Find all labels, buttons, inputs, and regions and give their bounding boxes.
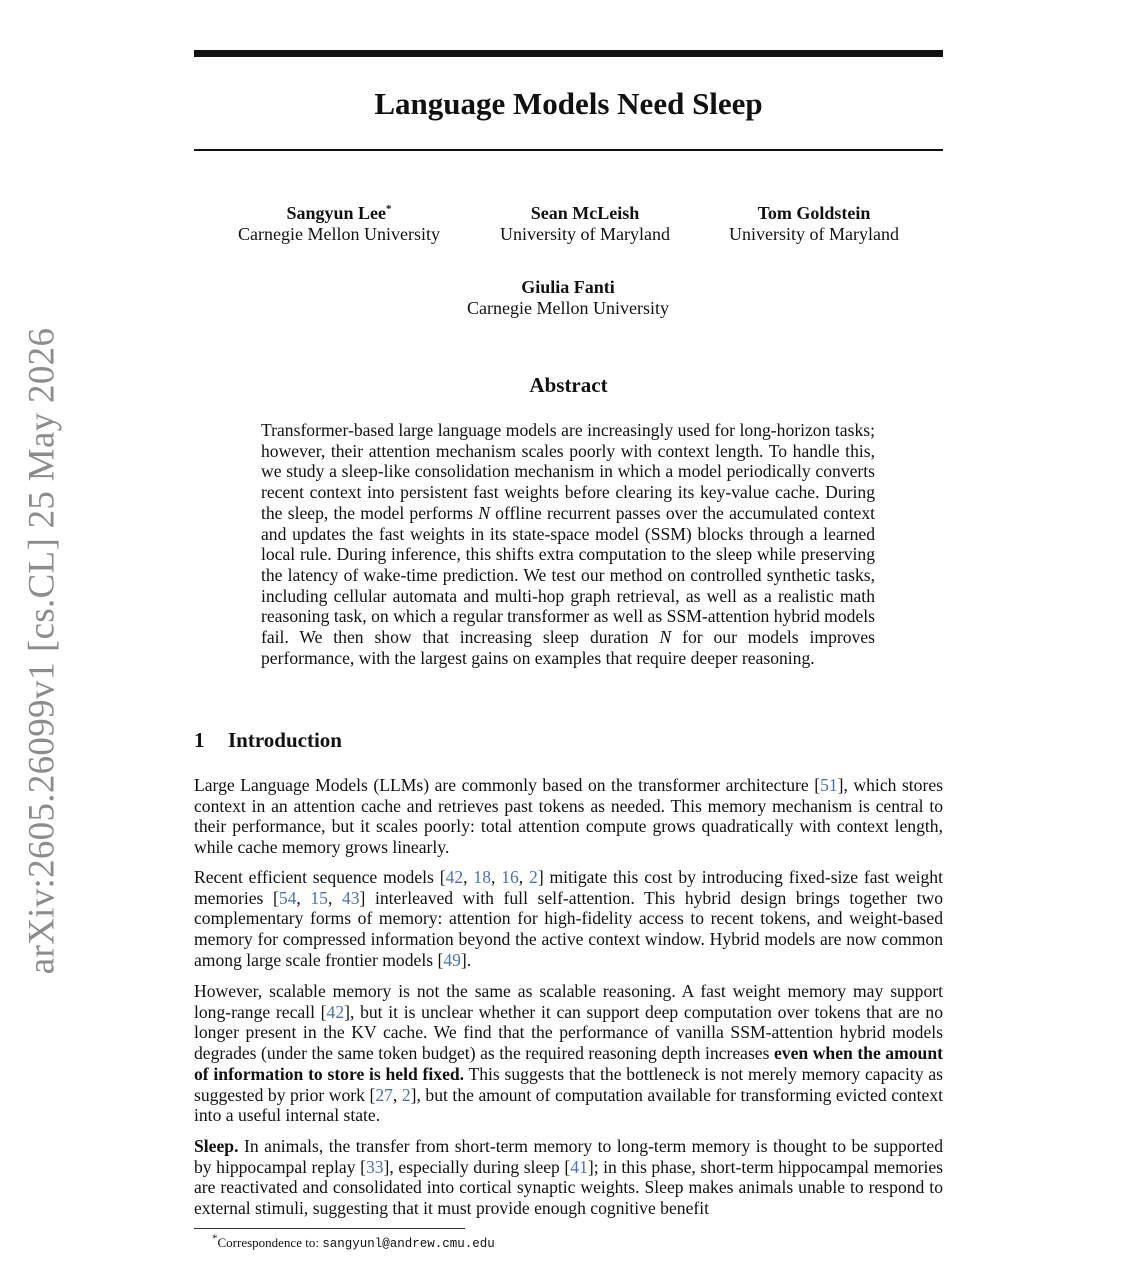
abstract-heading: Abstract	[529, 373, 608, 397]
title-top-rule	[194, 50, 943, 57]
citation-link[interactable]: 33	[365, 1156, 384, 1177]
body-paragraph: Recent efficient sequence models [42, 18, 16, 2] mitigate this cost by introducing fixed-size fast weight memories [54, 15, 43] interleaved with full self-attention. This hybrid design brings together two complementary forms of memory: attention for high-fidelity access to recent tokens, and weight-based memory for compressed information beyond the active context window. Hybrid models are now common among large scale frontier models [49].	[194, 867, 943, 970]
citation-link[interactable]: 16	[501, 867, 519, 887]
section-number: 1	[194, 728, 205, 752]
citation-link[interactable]: 42	[326, 1001, 345, 1022]
author-block	[479, 203, 691, 245]
citation-link[interactable]: 2	[401, 1084, 411, 1105]
author-affiliation: University of Maryland	[500, 224, 670, 244]
abstract-text: Transformer-based large language models are increasingly used for long-horizon tasks; however, their attention mechanism scales poorly with context length. To handle this, we study a sleep-like consolidation mechanism in which a model periodically converts recent context into persistent fast weights before clearing its key-value cache. During the sleep, the model performs N offline recurrent passes over the accumulated context and updates the fast weights in its state-space model (SSM) blocks through a learned local rule. During inference, this shifts extra computation to the sleep while preserving the latency of wake-time prediction. We test our method on controlled synthetic tasks, including cellular automata and multi-hop graph retrieval, as well as a realistic math reasoning task, on which a regular transformer as well as SSM-attention hybrid models fail. We then show that increasing sleep duration N for our models improves performance, with the largest gains on examples that require deeper reasoning.	[261, 420, 876, 668]
body-paragraph: Sleep. In animals, the transfer from short-term memory to long-term memory is thought to be supported by hippocampal replay [33], especially during sleep [41]; in this phase, short-term hippocampal memories are reactivated and consolidated into cortical synaptic weights. Sleep makes animals unable to respond to external stimuli, suggesting that it must provide enough cognitive benefit	[194, 1136, 943, 1219]
citation-link[interactable]: 43	[341, 887, 360, 908]
arxiv-identifier-text: arXiv:2605.26099v1 [cs.CL] 25 May 2026	[21, 327, 63, 975]
paragraph-lead: Sleep.	[194, 1136, 239, 1156]
body-paragraph: Large Language Models (LLMs) are commonly based on the transformer architecture [51], which stores context in an attention cache and retrieves past tokens as needed. This memory mechanism is central to their performance, but it scales poorly: total attention compute grows quadratically with context length, while cache memory grows linearly.	[194, 775, 943, 858]
variable-n: N	[659, 627, 672, 648]
citation-link[interactable]: 51	[820, 775, 838, 795]
citation-link[interactable]: 15	[310, 887, 328, 908]
title-bottom-rule	[194, 149, 943, 151]
citation-link[interactable]: 18	[473, 867, 491, 887]
author-block	[714, 203, 914, 245]
emphasis-text: even when the amount of information to store is held fixed.	[194, 1043, 943, 1084]
author-affiliation: Carnegie Mellon University	[238, 224, 440, 244]
author-affiliation: Carnegie Mellon University	[467, 298, 669, 318]
citation-link[interactable]: 42	[445, 867, 464, 887]
citation-link[interactable]: 2	[529, 867, 538, 887]
arxiv-identifier	[14, 318, 70, 984]
citation-link[interactable]: 27	[375, 1084, 393, 1105]
body-paragraph: However, scalable memory is not the same as scalable reasoning. A fast weight memory may support long-range recall [42], but it is unclear whether it can support deep computation over tokens that are no longer present in the KV cache. We find that the performance of vanilla SSM-attention hybrid models degrades (under the same token budget) as the required reasoning depth increases even when the amount of information to store is held fixed. This suggests that the bottleneck is not merely memory capacity as suggested by prior work [27, 2], but the amount of computation available for transforming evicted context into a useful internal state.	[194, 981, 944, 1126]
author-block	[443, 277, 693, 319]
author-name: Giulia Fanti	[521, 277, 615, 297]
author-affiliation: University of Maryland	[729, 224, 899, 244]
author-block	[224, 203, 454, 245]
section-heading	[194, 727, 342, 753]
citation-link[interactable]: 49	[443, 949, 461, 970]
author-name: Sangyun Lee*	[286, 203, 392, 223]
citation-link[interactable]: 54	[278, 887, 297, 908]
correspondence-email[interactable]: sangyunl@andrew.cmu.edu	[322, 1237, 495, 1251]
variable-n: N	[478, 502, 490, 523]
footnote: *Correspondence to: sangyunl@andrew.cmu.edu	[212, 1232, 495, 1251]
author-name: Tom Goldstein	[757, 203, 871, 223]
paper-title: Language Models Need Sleep	[374, 86, 763, 121]
section-title: Introduction	[228, 728, 342, 752]
author-name: Sean McLeish	[530, 203, 640, 223]
citation-link[interactable]: 41	[570, 1156, 588, 1177]
footnote-rule	[194, 1228, 465, 1229]
